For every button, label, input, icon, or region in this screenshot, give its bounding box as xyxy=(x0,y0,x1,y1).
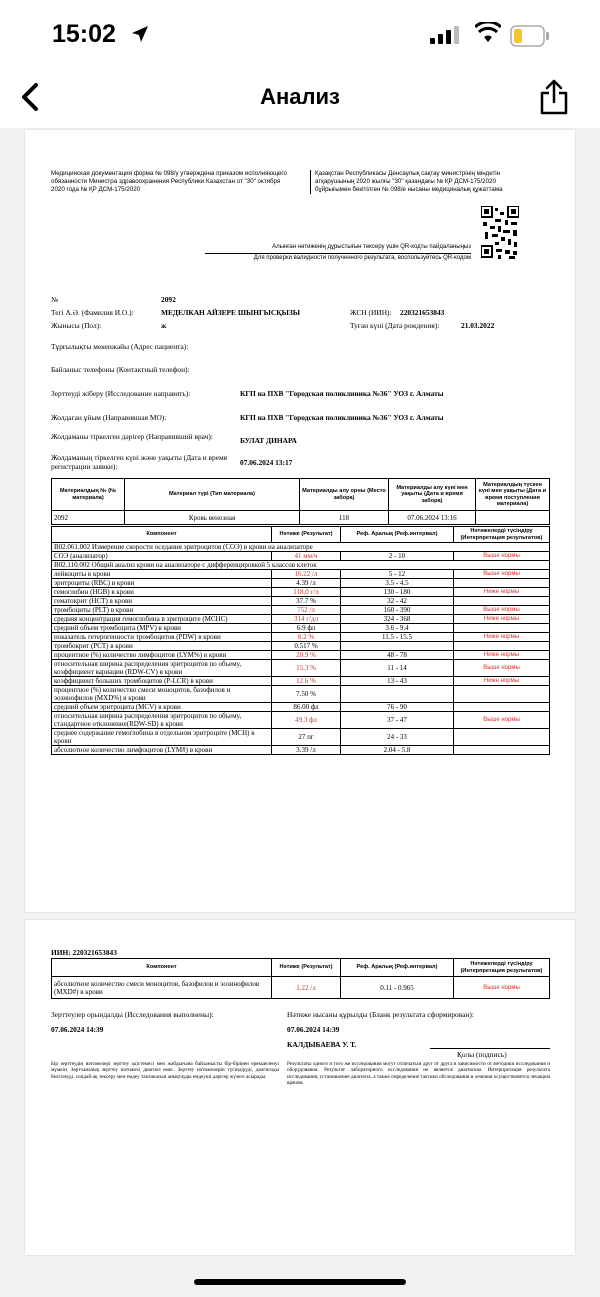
result-ref: 0.11 - 0.965 xyxy=(341,977,454,999)
result-name: гематокрит (HCT) в крови xyxy=(52,597,272,606)
document-page-1 xyxy=(25,130,575,912)
table-row xyxy=(52,624,550,633)
doctor-label: Жолдаманы тіркелген дәрігер (Направивший врач): xyxy=(51,432,213,441)
sample-cell: 2092 xyxy=(52,511,125,525)
sample-table xyxy=(51,478,550,525)
signature-label: Қолы (подпись) xyxy=(457,1050,507,1059)
result-value: 86.00 фл xyxy=(272,703,341,712)
result-value: 314 г/дл xyxy=(272,615,341,624)
cellular-signal-icon xyxy=(430,26,460,44)
table-row xyxy=(52,633,550,642)
header-left-text: Медицинская документация форма № 098/у утверждена приказом исполняющего обязанности Министра здравоохранения Республики Казахстан от "30" октября 2020 года № ҚР ДСМ-175/2020 xyxy=(51,170,287,193)
result-ref: 48 - 78 xyxy=(341,651,454,660)
num-value: 2092 xyxy=(161,295,176,304)
table-row xyxy=(52,729,550,746)
qr-caption-kz: Алынған нәтиженің дұрыстығын тексеру үшін QR-кодты пайдаланыңыз xyxy=(272,244,471,250)
result-name: СОЭ (анализатор) xyxy=(52,552,272,561)
result-name: гемоглобин (HGB) в крови xyxy=(52,588,272,597)
reg-label: Жолдаманың тіркелген күні және уақыты (Дата и время регистрации заявки): xyxy=(51,453,228,471)
result-interp: Выше нормы xyxy=(454,660,550,677)
result-interp: Выше нормы xyxy=(454,570,550,579)
sex-label: Жынысы (Пол): xyxy=(51,321,102,330)
table-row xyxy=(52,642,550,651)
result-value: 0.517 % xyxy=(272,642,341,651)
result-value: 8.2 % xyxy=(272,633,341,642)
dob-value: 21.03.2022 xyxy=(461,321,495,330)
result-ref: 2 - 10 xyxy=(341,552,454,561)
result-value: 6.9 фл xyxy=(272,624,341,633)
result-name: тромбокрит (PCT) в крови xyxy=(52,642,272,651)
results-header: Нәтиже (Результат) xyxy=(272,959,341,977)
section-title: B02.061.002 Измерение скорости оседания эритроцитов (СОЭ) в крови на анализаторе xyxy=(52,543,550,552)
result-name: средняя концентрация гемоглобина в эритроците (MCHC) xyxy=(52,615,272,624)
result-interp: Выше нормы xyxy=(454,712,550,729)
sex-value: ж xyxy=(161,321,167,330)
result-value: 12.6 % xyxy=(272,677,341,686)
table-row xyxy=(52,651,550,660)
result-ref: 3.5 - 4.5 xyxy=(341,579,454,588)
result-ref: 76 - 90 xyxy=(341,703,454,712)
section-row xyxy=(52,543,550,552)
result-value: 7.50 % xyxy=(272,686,341,703)
result-interp: Ниже нормы xyxy=(454,677,550,686)
status-bar xyxy=(0,0,600,70)
result-interp xyxy=(454,729,550,746)
result-value: 1.22 /л xyxy=(272,977,341,999)
result-name: тромбоциты (PLT) в крови xyxy=(52,606,272,615)
mo-label: Жолдаған ұйым (Направившая МО): xyxy=(51,413,167,422)
results-header: Нәтижелерді түсіндіру (Интерпретация результатов) xyxy=(454,527,550,543)
table-row xyxy=(52,660,550,677)
result-interp: Ниже нормы xyxy=(454,651,550,660)
done-value: 07.06.2024 14:39 xyxy=(51,1025,104,1034)
sender-value: КГП на ПХВ "Городская поликлиника №36" УОЗ г. Алматы xyxy=(240,389,444,398)
result-name: относительная ширина распределения эритроцитов по объему, стандартное отклонение(RDW-SD) в крови xyxy=(52,712,272,729)
result-value: 4.39 /л xyxy=(272,579,341,588)
result-interp xyxy=(454,624,550,633)
result-name: лейкоциты в крови xyxy=(52,570,272,579)
name-value: МЕДЕЛКАН АЙЗЕРЕ ШЫНГЫСҚЫЗЫ xyxy=(161,308,301,317)
note-kz: Бір зерттеудің нәтижелері зерттеу әдістемесі мен жабдығына байланысты бір-бірінен ерекшеленуі мүмкін. Зертханалық зерттеу нәтижесі диагноз емес. Зерттеу нәтижелерін түсіндіруді, диагнозды белгілеуді, сондай-ақ тексеру мен емдеу тактикасын анықтауды емдеуші дәрігер жүзеге асырады. xyxy=(51,1061,279,1080)
location-arrow-icon xyxy=(130,24,150,44)
result-interp: Выше нормы xyxy=(454,606,550,615)
result-interp xyxy=(454,579,550,588)
results-table-2 xyxy=(51,958,550,999)
result-ref: 37 - 47 xyxy=(341,712,454,729)
result-name: абсолютное количество смеси моноцитов, базофилов и эозинофилов (MXD#) в крови xyxy=(52,977,272,999)
document-page-2 xyxy=(25,920,575,1255)
sample-header: Материалдың түскен күні мен уақыты (Дата и время поступления материала) xyxy=(476,479,550,511)
result-ref: 24 - 33 xyxy=(341,729,454,746)
sample-cell xyxy=(476,511,550,525)
formed-label: Нәтиже нысаны құрылды (Бланк результата сформирован): xyxy=(287,1010,474,1019)
result-ref: 11.5 - 15.5 xyxy=(341,633,454,642)
result-interp: Ниже нормы xyxy=(454,615,550,624)
address-label: Тұрғылықты мекенжайы (Адрес пациента): xyxy=(51,342,189,351)
results-table xyxy=(51,526,550,755)
result-value: 15.3 % xyxy=(272,660,341,677)
num-label: № xyxy=(51,295,59,304)
table-row xyxy=(52,677,550,686)
result-value: 37.7 % xyxy=(272,597,341,606)
result-interp xyxy=(454,642,550,651)
wifi-icon xyxy=(475,22,501,44)
sample-header: Материалды алу күні мен уақыты (Дата и время забора) xyxy=(389,479,476,511)
result-name: процентное (%) количество смеси моноцитов, базофилов и эозинофилов (MXD%) в крови xyxy=(52,686,272,703)
result-value: 752 /л xyxy=(272,606,341,615)
table-row xyxy=(52,597,550,606)
table-row xyxy=(52,703,550,712)
result-ref: 32 - 42 xyxy=(341,597,454,606)
sample-header: Материалдың № (№ материала) xyxy=(52,479,125,511)
result-value: 16.22 /л xyxy=(272,570,341,579)
table-row xyxy=(52,606,550,615)
sample-cell: 07.06.2024 13:16 xyxy=(389,511,476,525)
table-row xyxy=(52,552,550,561)
result-name: относительная ширина распределения эритроцитов по объему, коэффициент вариации (RDW-CV) в крови xyxy=(52,660,272,677)
result-value: 49.3 фл xyxy=(272,712,341,729)
sample-header: Материалды алу орны (Место забора) xyxy=(300,479,389,511)
table-row xyxy=(52,712,550,729)
result-name: коэффициент больших тромбоцитов (P-LCR) в крови xyxy=(52,677,272,686)
reg-value: 07.06.2024 13:17 xyxy=(240,458,293,467)
doctor-value: БУЛАТ ДИНАРА xyxy=(240,436,297,445)
home-indicator xyxy=(194,1279,406,1285)
result-name: среднее содержание гемоглобина в отдельном эритроците (MCH) в крови xyxy=(52,729,272,746)
nav-bar xyxy=(0,70,600,128)
page2-iin: ИИН: 220321653843 xyxy=(51,948,117,957)
result-interp xyxy=(454,746,550,755)
result-ref xyxy=(341,642,454,651)
result-name: эритроциты (RBC) в крови xyxy=(52,579,272,588)
result-name: средний объем эритроцита (MCV) в крови xyxy=(52,703,272,712)
table-row xyxy=(52,686,550,703)
results-header: Компонент xyxy=(52,959,272,977)
name-label: Тегі А.Ә. (Фамилия И.О.): xyxy=(51,308,134,317)
sample-cell: 118 xyxy=(300,511,389,525)
signature-line xyxy=(430,1048,550,1049)
page-title: Анализ xyxy=(260,84,340,109)
iin-label: ЖСН (ИИН): xyxy=(350,308,392,317)
table-row xyxy=(52,746,550,755)
result-interp: Выше нормы xyxy=(454,977,550,999)
result-ref: 2.04 - 5.8 xyxy=(341,746,454,755)
result-ref: 160 - 390 xyxy=(341,606,454,615)
results-header: Нәтиже (Результат) xyxy=(272,527,341,543)
result-ref: 130 - 180 xyxy=(341,588,454,597)
table-row xyxy=(52,615,550,624)
result-value: 41 мм/ч xyxy=(272,552,341,561)
results-header: Компонент xyxy=(52,527,272,543)
dob-label: Туған күні (Дата рождения): xyxy=(350,321,440,330)
sample-header: Материал түрі (Тип материала) xyxy=(125,479,300,511)
result-interp: Выше нормы xyxy=(454,552,550,561)
table-row xyxy=(52,588,550,597)
result-name: показатель гетерогенности тромбоцитов (PDW) в крови xyxy=(52,633,272,642)
result-interp: Ниже нормы xyxy=(454,588,550,597)
done-label: Зерттеулер орындалды (Исследования выполнены): xyxy=(51,1010,214,1019)
table-row xyxy=(52,977,550,999)
sender-label: Зерттеуді жіберу (Исследование направить): xyxy=(51,389,191,398)
note-ru: Результаты одного и того же исследования могут отличаться друг от друга в зависимости от методики исследования и оборудования. Результат лабораторного исследования не является диагнозом. Интерпретация результата исследования, установление диагноза, а также определение тактики обследования и лечения осуществляется лечащим врачом. xyxy=(287,1061,550,1086)
battery-icon xyxy=(510,25,550,47)
results-header: Реф. Аралық (Реф.интервал) xyxy=(341,527,454,543)
results-header: Нәтижелерді түсіндіру (Интерпретация результатов) xyxy=(454,959,550,977)
result-interp xyxy=(454,703,550,712)
result-ref: 324 - 368 xyxy=(341,615,454,624)
iin-value: 220321653843 xyxy=(400,308,445,317)
result-value: 118.0 г/л xyxy=(272,588,341,597)
result-value: 3.39 /л xyxy=(272,746,341,755)
table-row xyxy=(52,570,550,579)
result-ref: 3.6 - 9.4 xyxy=(341,624,454,633)
result-interp xyxy=(454,597,550,606)
qr-caption-ru: Для проверки валидности полученного результата, воспользуйтесь QR-кодом xyxy=(205,253,471,261)
sample-cell: Кровь венозная xyxy=(125,511,300,525)
result-name: процентное (%) количество лимфоцитов (LYM%) в крови xyxy=(52,651,272,660)
result-ref: 13 - 43 xyxy=(341,677,454,686)
signer-name: КАЛДЫБАЕВА У. Т. xyxy=(287,1040,357,1049)
result-name: средний объем тромбоцита (MPV) в крови xyxy=(52,624,272,633)
result-name: абсолютное количество лимфоцитов (LYM#) в крови xyxy=(52,746,272,755)
result-value: 27 пг xyxy=(272,729,341,746)
result-ref xyxy=(341,686,454,703)
mo-value: КГП на ПХВ "Городская поликлиника №36" УОЗ г. Алматы xyxy=(240,413,444,422)
table-row xyxy=(52,579,550,588)
phone-label: Байланыс телефоны (Контактный телефон): xyxy=(51,365,190,374)
result-interp: Ниже нормы xyxy=(454,633,550,642)
share-icon[interactable] xyxy=(538,78,570,116)
results-header: Реф. Аралық (Реф.интервал) xyxy=(341,959,454,977)
result-value: 20.9 % xyxy=(272,651,341,660)
qr-code-icon xyxy=(481,206,519,261)
result-ref: 11 - 14 xyxy=(341,660,454,677)
header-right-text: Қазақстан Республикасы Денсаулық сақтау министрінің міндетін атқарушының 2020 жылғы "30" қазандағы № ҚР ДСМ-175/2020 бұйрығымен бекітілген № 098/е нысаны медициналық құжаттама xyxy=(310,170,530,194)
result-ref: 5 - 12 xyxy=(341,570,454,579)
section-row xyxy=(52,561,550,570)
section-title: B02.110.002 Общий анализ крови на анализаторе с дифференцировкой 5 классов клеток xyxy=(52,561,550,570)
result-interp xyxy=(454,686,550,703)
formed-value: 07.06.2024 14:39 xyxy=(287,1025,340,1034)
status-time: 15:02 xyxy=(52,20,116,48)
